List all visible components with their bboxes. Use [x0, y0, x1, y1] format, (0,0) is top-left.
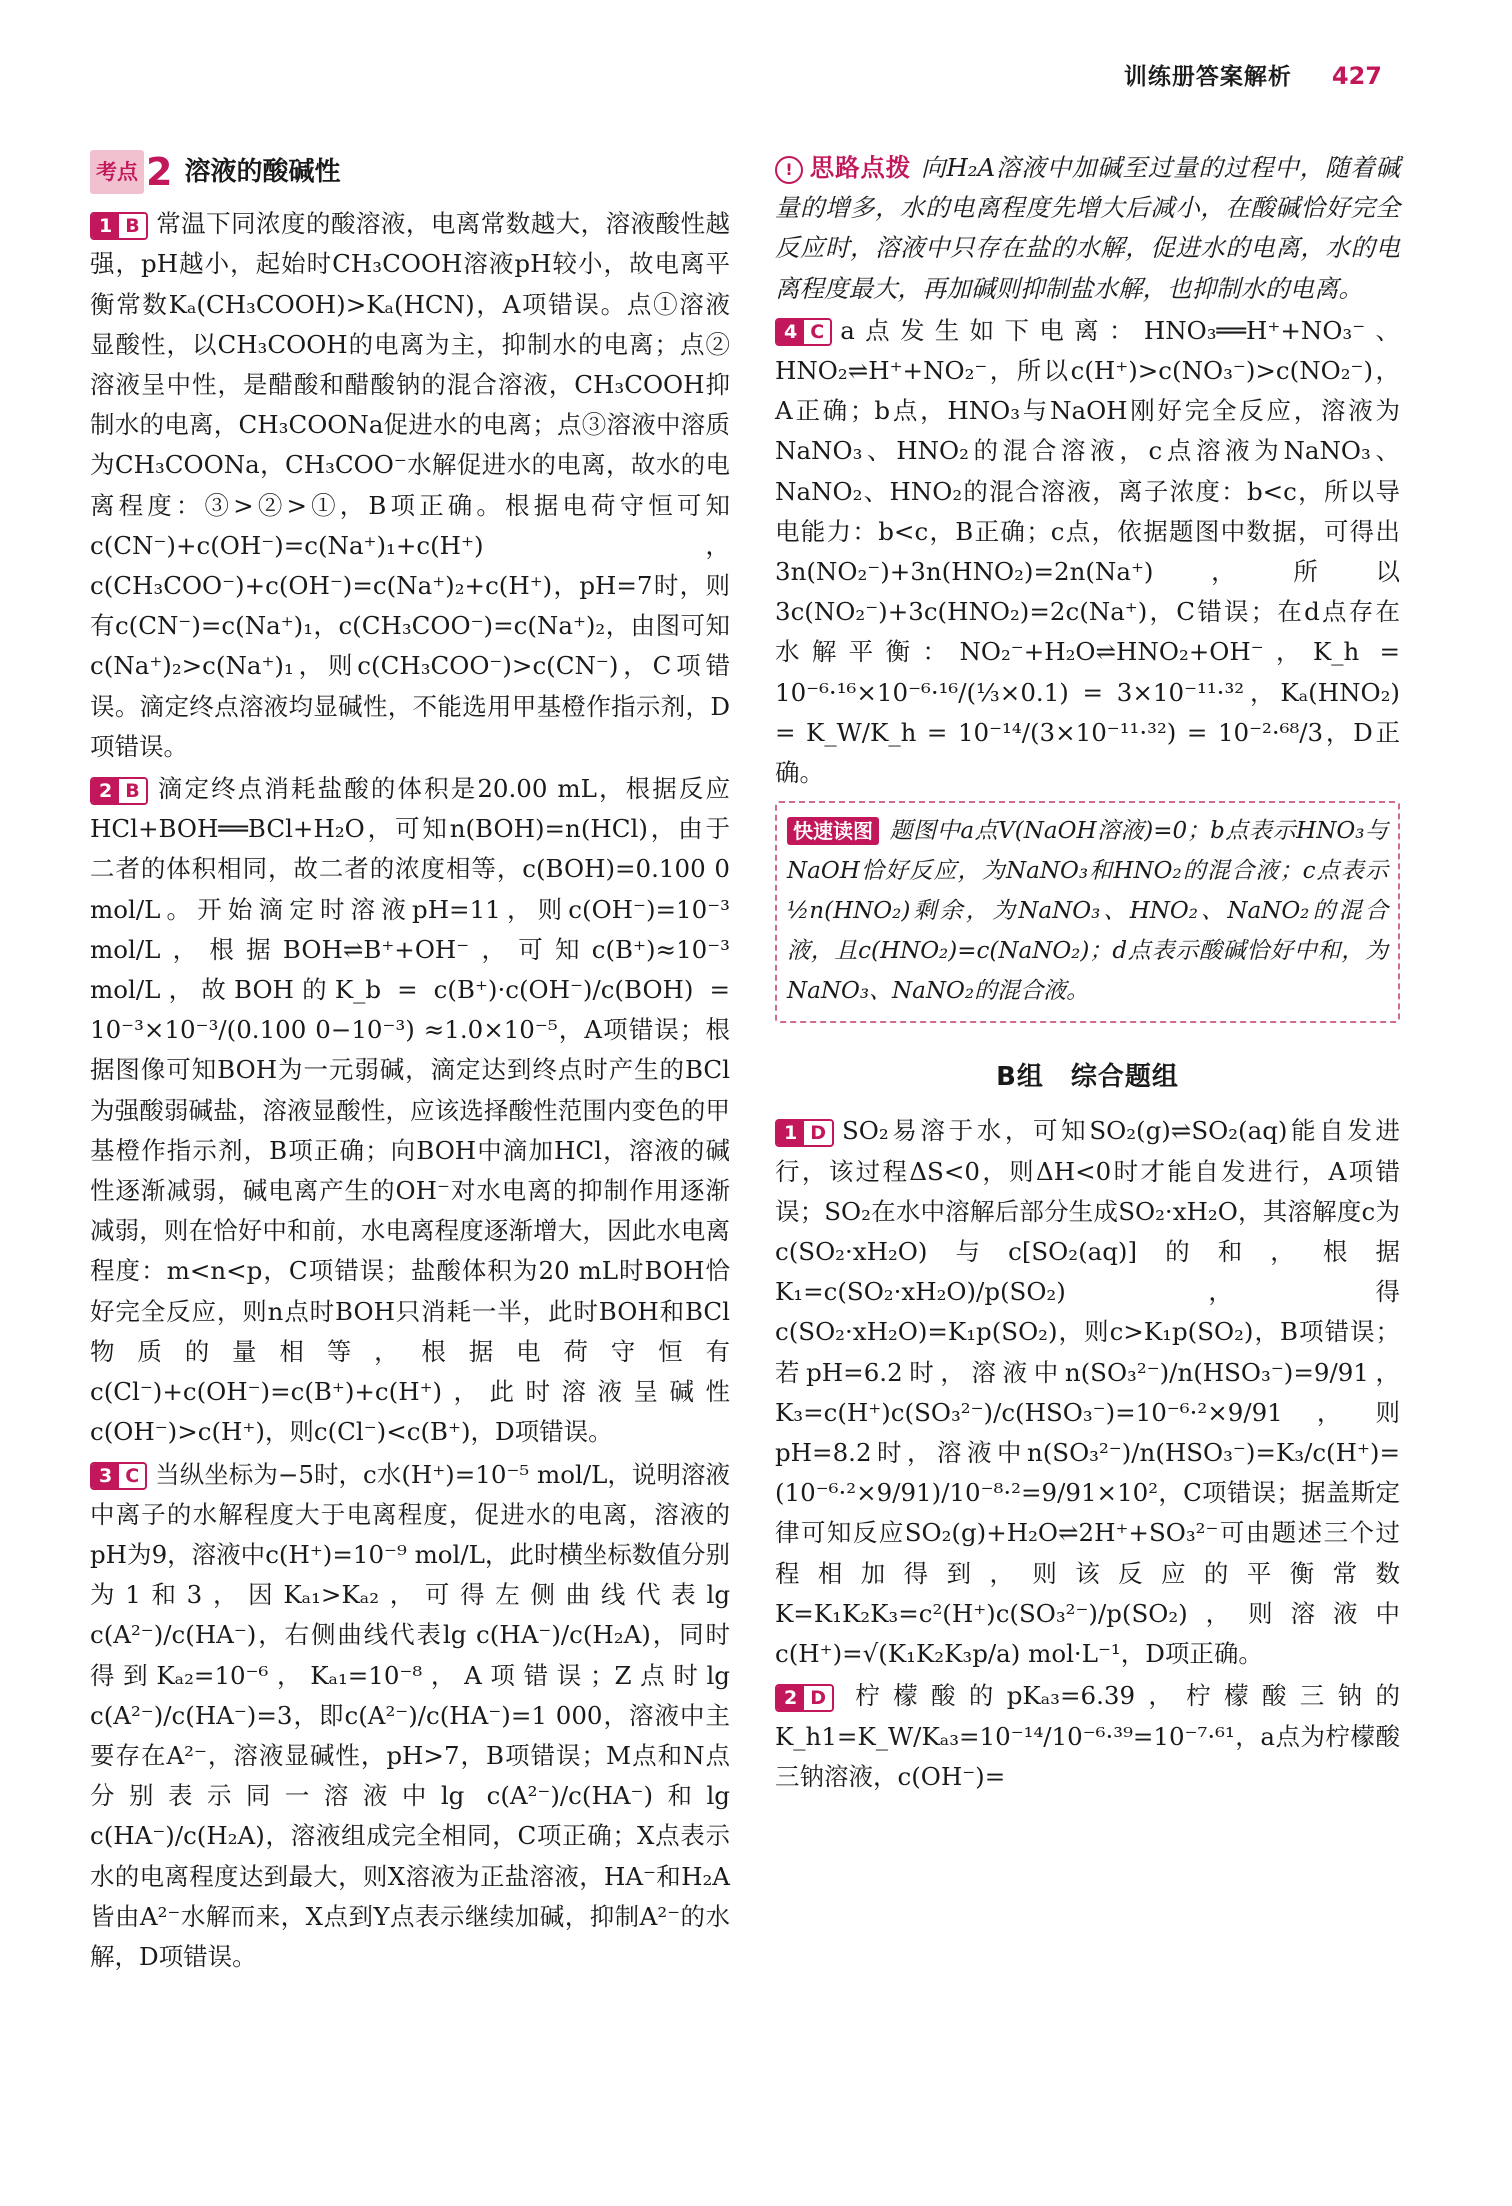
- tip-label: 思路点拨: [809, 153, 912, 182]
- tip-text: 向H₂A溶液中加碱至过量的过程中，随着碱量的增多，水的电离程度先增大后减小，在酸碱恰好完全反应时，溶液中只存在盐的水解，促进水的电离，水的电离程度最大，再加碱则抑制盐水解，也抑制水的电离。: [775, 153, 1401, 303]
- answer-item: [775, 311, 1400, 793]
- right-column: [775, 148, 1400, 1799]
- answer-item: [775, 1676, 1400, 1797]
- section-number: 2: [146, 150, 173, 195]
- section-tag: 考点: [90, 150, 144, 194]
- quick-read-box: [775, 801, 1400, 1023]
- answer-item: [90, 769, 730, 1452]
- answer-text: 柠檬酸的pKₐ₃=6.39，柠檬酸三钠的K_h1=K_W/Kₐ₃=10⁻¹⁴/10⁻⁶·³⁹=10⁻⁷·⁶¹，a点为柠檬酸三钠溶液，c(OH⁻)=: [775, 1681, 1400, 1791]
- answer-badge: 2 D: [775, 1684, 834, 1712]
- answer-item: [90, 204, 730, 767]
- section-title: 溶液的酸碱性: [184, 157, 341, 187]
- quick-read-label: 快速读图: [787, 817, 879, 845]
- answer-item: [775, 1111, 1400, 1674]
- answer-text: 当纵坐标为−5时，c水(H⁺)=10⁻⁵ mol/L，说明溶液中离子的水解程度大于电离程度，促进水的电离，溶液的pH为9，溶液中c(H⁺)=10⁻⁹ mol/L，此时横坐标数值分别为1和3，因Kₐ₁>Kₐ₂，可得左侧曲线代表lg c(A²⁻)/c(HA⁻)，右侧曲线代表lg c(HA⁻)/c(H₂A)，同时得到Kₐ₂=10⁻⁶，Kₐ₁=10⁻⁸，A项错误；Z点时lg c(A²⁻)/c(HA⁻)=3，即c(A²⁻)/c(HA⁻)=1 000，溶液中主要存在A²⁻，溶液显碱性，pH>7，B项错误；M点和N点分别表示同一溶液中lg c(A²⁻)/c(HA⁻)和lg c(HA⁻)/c(H₂A)，溶液组成完全相同，C项正确；X点表示水的电离程度达到最大，则X溶液为正盐溶液，HA⁻和H₂A皆由A²⁻水解而来，X点到Y点表示继续加碱，抑制A²⁻的水解，D项错误。: [90, 1459, 730, 1971]
- tip-block: [775, 148, 1400, 309]
- section-heading: [90, 150, 730, 194]
- answer-text: a点发生如下电离：HNO₃══H⁺+NO₃⁻、HNO₂⇌H⁺+NO₂⁻，所以c(H⁺)>c(NO₃⁻)>c(NO₂⁻)，A正确；b点，HNO₃与NaOH刚好完全反应，溶液为NaNO₃、HNO₂的混合溶液，c点溶液为NaNO₃、NaNO₂、HNO₂的混合溶液，离子浓度：b<c，所以导电能力：b<c，B正确；c点，依据题图中数据，可得出3n(NO₂⁻)+3n(HNO₂)=2n(Na⁺)，所以3c(NO₂⁻)+3c(HNO₂)=2c(Na⁺)，C错误；在d点存在水解平衡：NO₂⁻+H₂O⇌HNO₂+OH⁻，K_h = 10⁻⁶·¹⁶×10⁻⁶·¹⁶/(⅓×0.1) = 3×10⁻¹¹·³²，Kₐ(HNO₂) = K_W/K_h = 10⁻¹⁴/(3×10⁻¹¹·³²) = 10⁻²·⁶⁸/3，D正确。: [775, 315, 1400, 788]
- answer-badge: 4 C: [775, 318, 832, 346]
- answer-text: 常温下同浓度的酸溶液，电离常数越大，溶液酸性越强，pH越小，起始时CH₃COOH溶液pH较小，故电离平衡常数Kₐ(CH₃COOH)>Kₐ(HCN)，A项错误。点①溶液显酸性，以CH₃COOH的电离为主，抑制水的电离；点②溶液呈中性，是醋酸和醋酸钠的混合溶液，CH₃COOH抑制水的电离，CH₃COONa促进水的电离；点③溶液中溶质为CH₃COONa，CH₃COO⁻水解促进水的电离，故水的电离程度：③>②>①，B项正确。根据电荷守恒可知c(CN⁻)+c(OH⁻)=c(Na⁺)₁+c(H⁺)，c(CH₃COO⁻)+c(OH⁻)=c(Na⁺)₂+c(H⁺)，pH=7时，则有c(CN⁻)=c(Na⁺)₁，c(CH₃COO⁻)=c(Na⁺)₂，由图可知c(Na⁺)₂>c(Na⁺)₁，则c(CH₃COO⁻)>c(CN⁻)，C项错误。滴定终点溶液均显碱性，不能选用甲基橙作指示剂，D项错误。: [90, 209, 730, 761]
- answer-text: SO₂易溶于水，可知SO₂(g)⇌SO₂(aq)能自发进行，该过程ΔS<0，则ΔH<0时才能自发进行，A项错误；SO₂在水中溶解后部分生成SO₂·xH₂O，其溶解度c为c(SO₂·xH₂O)与c[SO₂(aq)]的和，根据K₁=c(SO₂·xH₂O)/p(SO₂)，得c(SO₂·xH₂O)=K₁p(SO₂)，则c>K₁p(SO₂)，B项错误；若pH=6.2时，溶液中n(SO₃²⁻)/n(HSO₃⁻)=9/91，K₃=c(H⁺)c(SO₃²⁻)/c(HSO₃⁻)=10⁻⁶·²×9/91，则pH=8.2时，溶液中n(SO₃²⁻)/n(HSO₃⁻)=K₃/c(H⁺)=(10⁻⁶·²×9/91)/10⁻⁸·²=9/91×10²，C项错误；据盖斯定律可知反应SO₂(g)+H₂O⇌2H⁺+SO₃²⁻可由题述三个过程相加得到，则该反应的平衡常数K=K₁K₂K₃=c²(H⁺)c(SO₃²⁻)/p(SO₂)，则溶液中c(H⁺)=√(K₁K₂K₃p/a) mol·L⁻¹，D项正确。: [775, 1116, 1400, 1669]
- exclamation-icon: !: [775, 156, 803, 184]
- answer-badge: 3 C: [90, 1462, 147, 1490]
- header-title: 训练册答案解析: [1123, 64, 1292, 90]
- group-heading: B组 综合题组: [996, 1062, 1179, 1093]
- page-number: 427: [1331, 62, 1382, 90]
- answer-item: [90, 1455, 730, 1978]
- answer-badge: 1 D: [775, 1119, 834, 1147]
- answer-badge: 2 B: [90, 777, 148, 805]
- answer-text: 滴定终点消耗盐酸的体积是20.00 mL，根据反应HCl+BOH══BCl+H₂O，可知n(BOH)=n(HCl)，由于二者的体积相同，故二者的浓度相等，c(BOH)=0.100 0 mol/L。开始滴定时溶液pH=11，则c(OH⁻)=10⁻³ mol/L，根据BOH⇌B⁺+OH⁻，可知c(B⁺)≈10⁻³ mol/L，故BOH的K_b = c(B⁺)·c(OH⁻)/c(BOH) = 10⁻³×10⁻³/(0.100 0−10⁻³) ≈1.0×10⁻⁵，A项错误；根据图像可知BOH为一元弱碱，滴定达到终点时产生的BCl为强酸弱碱盐，溶液显酸性，应该选择酸性范围内变色的甲基橙作指示剂，B项正确；向BOH中滴加HCl，溶液的碱性逐渐减弱，碱电离产生的OH⁻对水电离的抑制作用逐渐减弱，则在恰好中和前，水电离程度逐渐增大，因此水电离程度：m<n<p，C项错误；盐酸体积为20 mL时BOH恰好完全反应，则n点时BOH只消耗一半，此时BOH和BCl物质的量相等，根据电荷守恒有c(Cl⁻)+c(OH⁻)=c(B⁺)+c(H⁺)，此时溶液呈碱性c(OH⁻)>c(H⁺)，则c(Cl⁻)<c(B⁺)，D项错误。: [90, 774, 730, 1447]
- page-header: [1124, 58, 1382, 91]
- left-column: [90, 148, 730, 1979]
- answer-badge: 1 B: [90, 212, 148, 240]
- quick-read-text: 题图中a点V(NaOH溶液)=0；b点表示HNO₃与NaOH恰好反应，为NaNO₃和HNO₂的混合液；c点表示½n(HNO₂)剩余，为NaNO₃、HNO₂、NaNO₂的混合液，且c(HNO₂)=c(NaNO₂)；d点表示酸碱恰好中和，为NaNO₃、NaNO₂的混合液。: [787, 818, 1388, 1005]
